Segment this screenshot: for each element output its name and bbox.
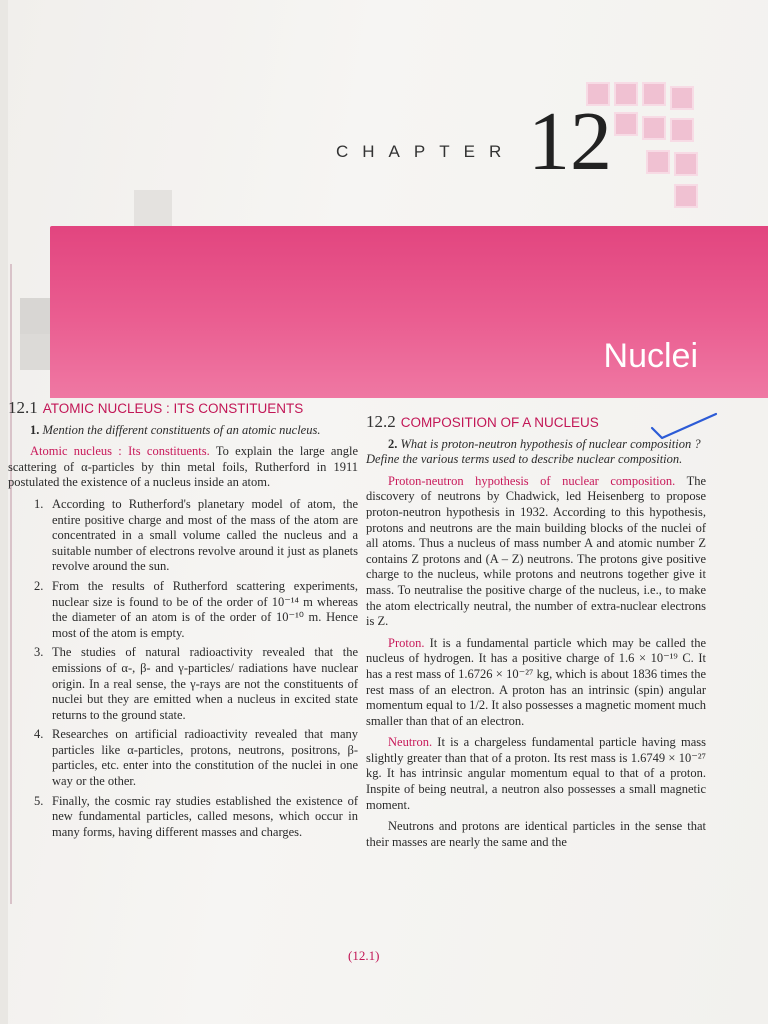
section-number: 12.2 xyxy=(366,412,396,431)
paragraph-lead: Proton. xyxy=(388,635,425,650)
decor-pink-square xyxy=(646,150,670,174)
list-text: Researches on artificial radioactivity revealed that many particles like α-particles, protons, neutrons, positrons, β-particles, etc. enter into the constitution of the nuclei in one way or the other. xyxy=(52,727,358,789)
identical-paragraph xyxy=(366,819,706,850)
question-number: 2. xyxy=(388,436,398,451)
checkmark-icon xyxy=(648,410,720,442)
list-number: 1. xyxy=(34,496,44,511)
paragraph-text: It is a fundamental particle which may be called the nucleus of hydrogen. It has a positive charge of 1.6 × 10⁻¹⁹ C. It has a rest mass of 1.6726 × 10⁻²⁷ kg, which is about 1836 times the rest mass of an electron. A proton has an intrinsic (spin) angular momentum equal to 1/2. It also possesses a magnetic moment much smaller than that of an electron. xyxy=(366,635,706,728)
section-heading xyxy=(8,400,358,417)
paragraph-lead: Neutron. xyxy=(388,735,433,750)
paragraph-text: It is a chargeless fundamental particle having mass slightly greater than that of a proton. Its rest mass is 1.6749 × 10⁻²⁷ kg. It has intrinsic angular momentum equal to that of a proton. Inspite of being neutral, a neutron also possesses a small magnetic moment. xyxy=(366,735,707,812)
list-item xyxy=(8,727,358,789)
section-title: ATOMIC NUCLEUS : ITS CONSTITUENTS xyxy=(42,401,304,416)
decor-pink-square xyxy=(670,86,694,110)
list-text: Finally, the cosmic ray studies established the existence of new fundamental particles, called mesons, which occur in many forms, having different masses and charges. xyxy=(52,793,358,839)
neutron-paragraph xyxy=(366,735,706,813)
chapter-label: CHAPTER xyxy=(336,142,516,161)
list-number: 4. xyxy=(34,727,44,742)
book-page xyxy=(8,0,768,1024)
list-text: From the results of Rutherford scattering experiments, nuclear size is found to be of the order of 10⁻¹⁴ m whereas the diameter of an atom is of the order of 10⁻¹⁰ m. Hence most of the atom is empty. xyxy=(52,578,358,640)
proton-paragraph xyxy=(366,636,706,730)
question-text: What is proton-neutron hypothesis of nuclear composition ? Define the various terms used to describe nuclear composition. xyxy=(366,436,701,467)
section-number: 12.1 xyxy=(8,398,38,417)
points-list xyxy=(8,497,358,840)
hypothesis-paragraph xyxy=(366,474,706,630)
question-text: Mention the different constituents of an atomic nucleus. xyxy=(42,422,321,437)
question xyxy=(8,423,358,439)
chapter-title: Nuclei xyxy=(603,337,698,375)
paragraph-text: The discovery of neutrons by Chadwick, led Heisenberg to propose proton-neutron hypothesis in 1932. According to this hypothesis, protons and neutrons are the main building blocks of the nuclei of all atoms. Thus a nucleus of mass number A and atomic number Z contains Z protons and (A – Z) neutrons. The protons give positive charge to the nucleus, while protons and neutrons together give it mass. To neutralise the positive charge of the nucleus, i.e., to make the atom electrically neutral, the number of extra-nuclear electrons is Z. xyxy=(366,473,706,629)
list-number: 3. xyxy=(34,645,44,660)
intro-paragraph xyxy=(8,444,358,491)
decor-pink-square xyxy=(674,152,698,176)
page-number: (12.1) xyxy=(348,948,380,963)
decor-pink-square xyxy=(674,184,698,208)
list-item xyxy=(8,579,358,641)
list-number: 2. xyxy=(34,578,44,593)
paragraph-text: Neutrons and protons are identical particles in the sense that their masses are nearly the same and the xyxy=(366,819,706,849)
list-item xyxy=(8,645,358,723)
paragraph-lead: Proton-neutron hypothesis of nuclear composition. xyxy=(388,473,676,488)
list-number: 5. xyxy=(34,793,44,808)
list-item xyxy=(8,497,358,575)
decor-pink-square xyxy=(670,118,694,142)
decor-pink-square xyxy=(614,82,638,106)
list-item xyxy=(8,794,358,841)
section-title: COMPOSITION OF A NUCLEUS xyxy=(400,415,599,430)
decor-pink-square xyxy=(642,82,666,106)
left-column xyxy=(8,400,358,844)
chapter-number: 12 xyxy=(528,95,612,188)
decor-pink-square xyxy=(614,112,638,136)
question-number: 1. xyxy=(30,422,40,437)
paragraph-lead: Atomic nucleus : Its constituents. xyxy=(30,444,210,459)
list-text: According to Rutherford's planetary model of atom, the entire positive charge and most of the mass of the atom are concentrated in a small volume called the nucleus and a suitable number of electrons revolve around it just as planets revolve around the sun. xyxy=(52,496,358,574)
decor-pink-square xyxy=(642,116,666,140)
paragraph-text: To explain the large angle scattering of α-particles by thin metal foils, Rutherford in 1911 postulated the existence of a nucleus inside an atom. xyxy=(8,444,358,490)
right-column xyxy=(366,414,706,856)
list-text: The studies of natural radioactivity revealed that the emissions of α-, β- and γ-particles/ radiations have nuclear origin. In a real sense, the γ-rays are not the constituents of nuclei but they are emitted when a nucleus in excited state returns to the ground state. xyxy=(52,645,358,722)
decor-square xyxy=(134,190,172,226)
